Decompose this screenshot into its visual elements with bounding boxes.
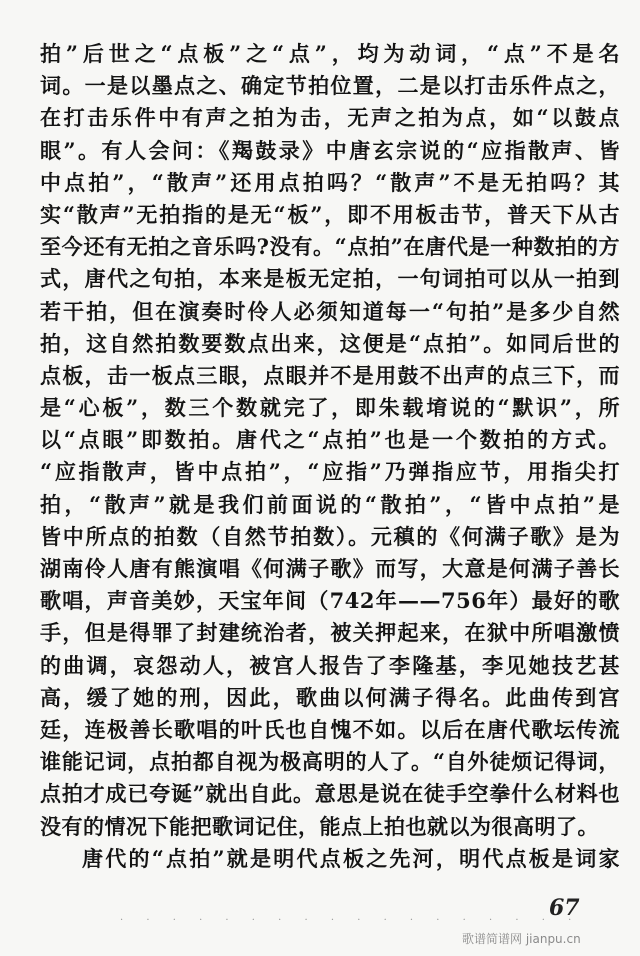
body-text xyxy=(40,38,620,875)
text-line: 湖南伶人唐有熊演唱《何满子歌》而写，大意是何满子善长 xyxy=(40,556,620,581)
decorative-dots: · · · · · · · · · · · · · · · · · · xyxy=(120,915,582,926)
text-line: 手，但是得罪了封建统治者，被关押起来，在狱中所唱激愤 xyxy=(40,620,620,646)
text-line: 拍”后世之“点板”之“点”，均为动词，“点”不是名 xyxy=(40,41,620,66)
site-watermark: 歌谱简谱网 jianpu.cn xyxy=(462,932,581,946)
text-line: 谁能记词，点拍都自视为极高明的人了。“自外徒烦记得词， xyxy=(40,749,620,775)
text-line: 没有的情况下能把歌词记住，能点上拍也就以为很高明了。 xyxy=(40,813,599,839)
text-line: 至今还有无拍之音乐吗?没有。“点拍”在唐代是一种数拍的方 xyxy=(40,234,620,260)
text-line: 皆中所点的拍数（自然节拍数）。元稹的《何满子歌》是为 xyxy=(40,523,620,549)
text-line: “应指散声，皆中点拍”，“应指”乃弹指应节，用指尖打 xyxy=(40,459,620,485)
text-line: 是“心板”，数三个数就完了，即朱载堉说的“默识”，所 xyxy=(40,395,620,421)
text-line: 实“散声”无拍指的是无“板”，即不用板击节，普天下从古 xyxy=(40,201,620,227)
text-line: 点板，击一板点三眼，点眼并不是用鼓不出声的点三下，而 xyxy=(40,362,620,388)
text-line: 词。一是以墨点之、确定节拍位置，二是以打击乐件点之， xyxy=(40,73,620,99)
text-line: 廷，连极善长歌唱的叶氏也自愧不如。以后在唐代歌坛传流 xyxy=(40,716,620,742)
text-line: 中点拍”，“散声”还用点拍吗？“散声”不是无拍吗？其 xyxy=(40,169,620,195)
text-line: 以“点眼”即数拍。唐代之“点拍”也是一个数拍的方式。 xyxy=(40,427,620,453)
text-line: 眼”。有人会问：《羯鼓录》中唐玄宗说的“应指散声、皆 xyxy=(40,137,620,163)
text-line: 点拍才成已夸诞”就出自此。意思是说在徒手空拳什么材料也 xyxy=(40,781,620,807)
text-line: 若干拍，但在演奏时伶人必须知道每一“句拍”是多少自然 xyxy=(40,298,620,324)
text-line: 高，缓了她的刑，因此，歌曲以何满子得名。此曲传到宫 xyxy=(40,684,620,710)
text-line: 歌唱，声音美妙，天宝年间（742年——756年）最好的歌 xyxy=(40,588,620,614)
text-line: 在打击乐件中有声之拍为击，无声之拍为点，如“以鼓点 xyxy=(40,105,620,131)
text-line: 拍，“散声”就是我们前面说的“散拍”，“皆中点拍”是 xyxy=(40,491,620,517)
text-line: 唐代的“点拍”就是明代点板之先河，明代点板是词家 xyxy=(82,845,620,871)
text-line: 拍，这自然拍数要数点出来，这便是“点拍”。如同后世的 xyxy=(40,330,620,356)
text-line: 的曲调，哀怨动人，被宫人报告了李隆基，李见她技艺甚 xyxy=(40,652,620,678)
page-number: 67 xyxy=(549,895,580,921)
text-line: 式，唐代之句拍，本来是板无定拍，一句词拍可以从一拍到 xyxy=(40,266,620,292)
